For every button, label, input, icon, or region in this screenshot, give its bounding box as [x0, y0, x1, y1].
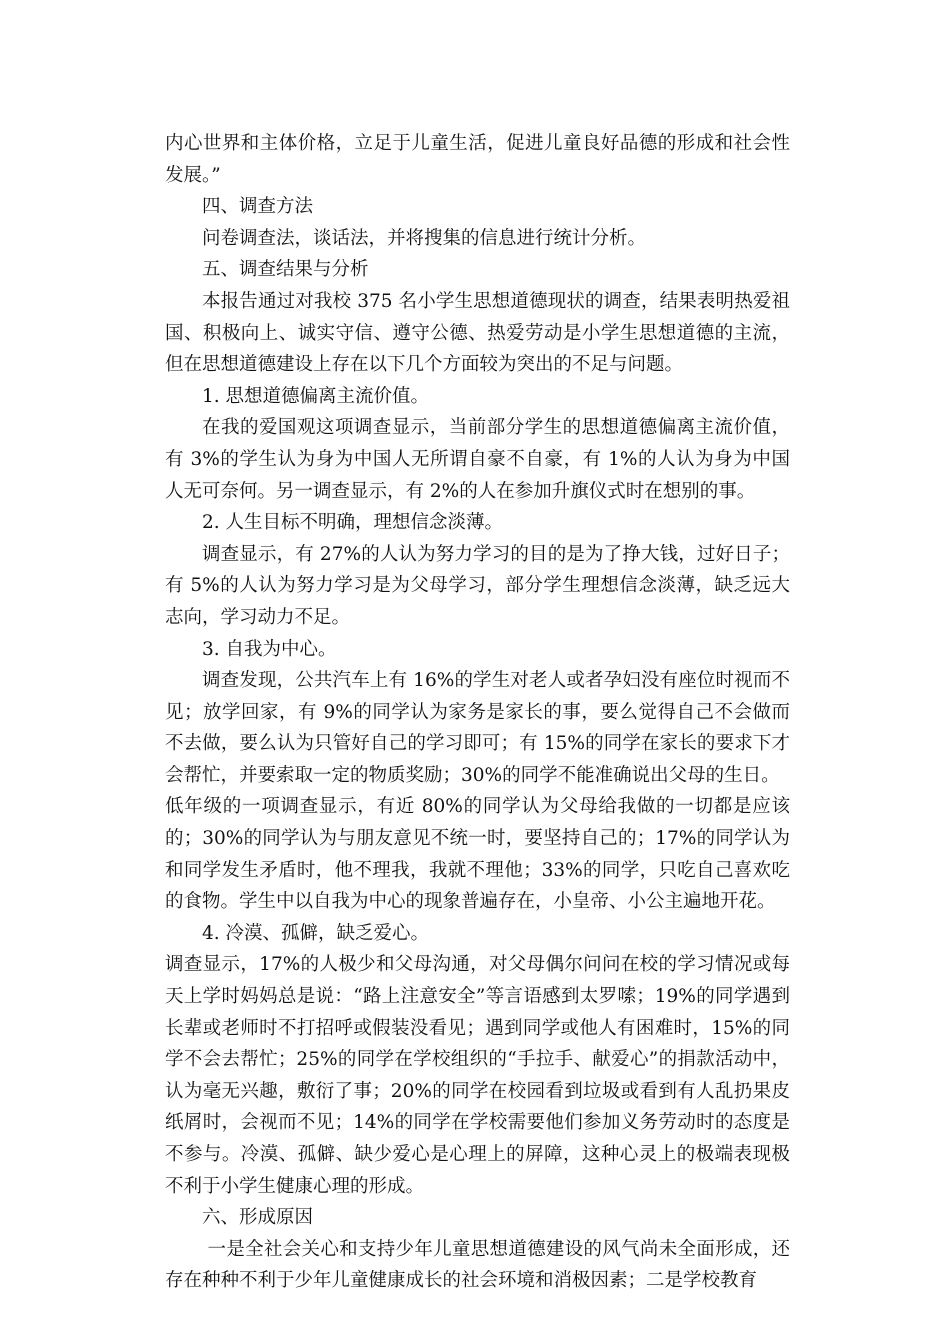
- paragraph-finding-1: 在我的爱国观这项调查显示，当前部分学生的思想道德偏离主流价值，有 3%的学生认为身为中国人无所谓自豪不自豪，有 1%的人认为身为中国人无可奈何。另一调查显示，有 2%的人在参加升旗仪式时在想别的事。: [165, 417, 790, 502]
- paragraph-finding-2: 调查显示，有 27%的人认为努力学习的目的是为了挣大钱，过好日子；有 5%的人认为努力学习是为父母学习，部分学生理想信念淡薄，缺乏远大志向，学习动力不足。: [165, 543, 790, 628]
- subheading-2: 2. 人生目标不明确，理想信念淡薄。: [202, 512, 504, 534]
- subheading-3: 3. 自我为中心。: [202, 638, 337, 660]
- paragraph-finding-3: 调查发现，公共汽车上有 16%的学生对老人或者孕妇没有座位时视而不见；放学回家，有 9%的同学认为家务是家长的事，要么觉得自己不会做而不去做，要么认为只管好自己的学习即可；有 15%的同学在家长的要求下才会帮忙，并要索取一定的物质奖励；30%的同学不能准确说出父母的生日。: [165, 670, 790, 786]
- paragraph-survey-method: 问卷调查法，谈话法，并将搜集的信息进行统计分析。: [202, 227, 647, 249]
- section-heading-causes: 六、形成原因: [202, 1207, 314, 1229]
- paragraph-finding-4: 调查显示，17%的人极少和父母沟通，对父母偶尔问问在校的学习情况或每天上学时妈妈总是说：“路上注意安全”等言语感到太罗嗦；19%的同学遇到长辈或老师时不打招呼或假装没看见；遇到同学或他人有困难时，15%的同学不会去帮忙；25%的同学在学校组织的“手拉手、献爱心”的捐款活动中，认为毫无兴趣，敷衍了事；20%的同学在校园看到垃圾或看到有人乱扔果皮纸屑时，会视而不见；14%的同学在学校需要他们参加义务劳动时的态度是不参与。冷漠、孤僻、缺少爱心是心理上的屏障，这种心灵上的极端表现极不利于小学生健康心理的形成。: [165, 954, 790, 1197]
- subheading-4: 4. 冷漠、孤僻，缺乏爱心。: [202, 922, 430, 944]
- paragraph-continuation: 内心世界和主体价格，立足于儿童生活，促进儿童良好品德的形成和社会性发展。”: [165, 133, 790, 186]
- paragraph-finding-3-lower-grade: 低年级的一项调查显示，有近 80%的同学认为父母给我做的一切都是应该的；30%的同学认为与朋友意见不统一时，要坚持自己的；17%的同学认为和同学发生矛盾时，他不理我，我就不理他；33%的同学，只吃自己喜欢吃的食物。学生中以自我为中心的现象普遍存在，小皇帝、小公主遍地开花。: [165, 796, 790, 913]
- section-heading-survey-method: 四、调查方法: [202, 196, 314, 218]
- section-heading-results: 五、调查结果与分析: [202, 259, 369, 281]
- document-body: [165, 128, 790, 1297]
- paragraph-causes: 一是全社会关心和支持少年儿童思想道德建设的风气尚未全面形成，还存在种种不利于少年儿童健康成长的社会环境和消极因素；二是学校教育: [165, 1238, 790, 1292]
- paragraph-results-intro: 本报告通过对我校 375 名小学生思想道德现状的调查，结果表明热爱祖国、积极向上、诚实守信、遵守公德、热爱劳动是小学生思想道德的主流，但在思想道德建设上存在以下几个方面较为突出的不足与问题。: [165, 290, 790, 376]
- subheading-1: 1. 思想道德偏离主流价值。: [202, 385, 430, 407]
